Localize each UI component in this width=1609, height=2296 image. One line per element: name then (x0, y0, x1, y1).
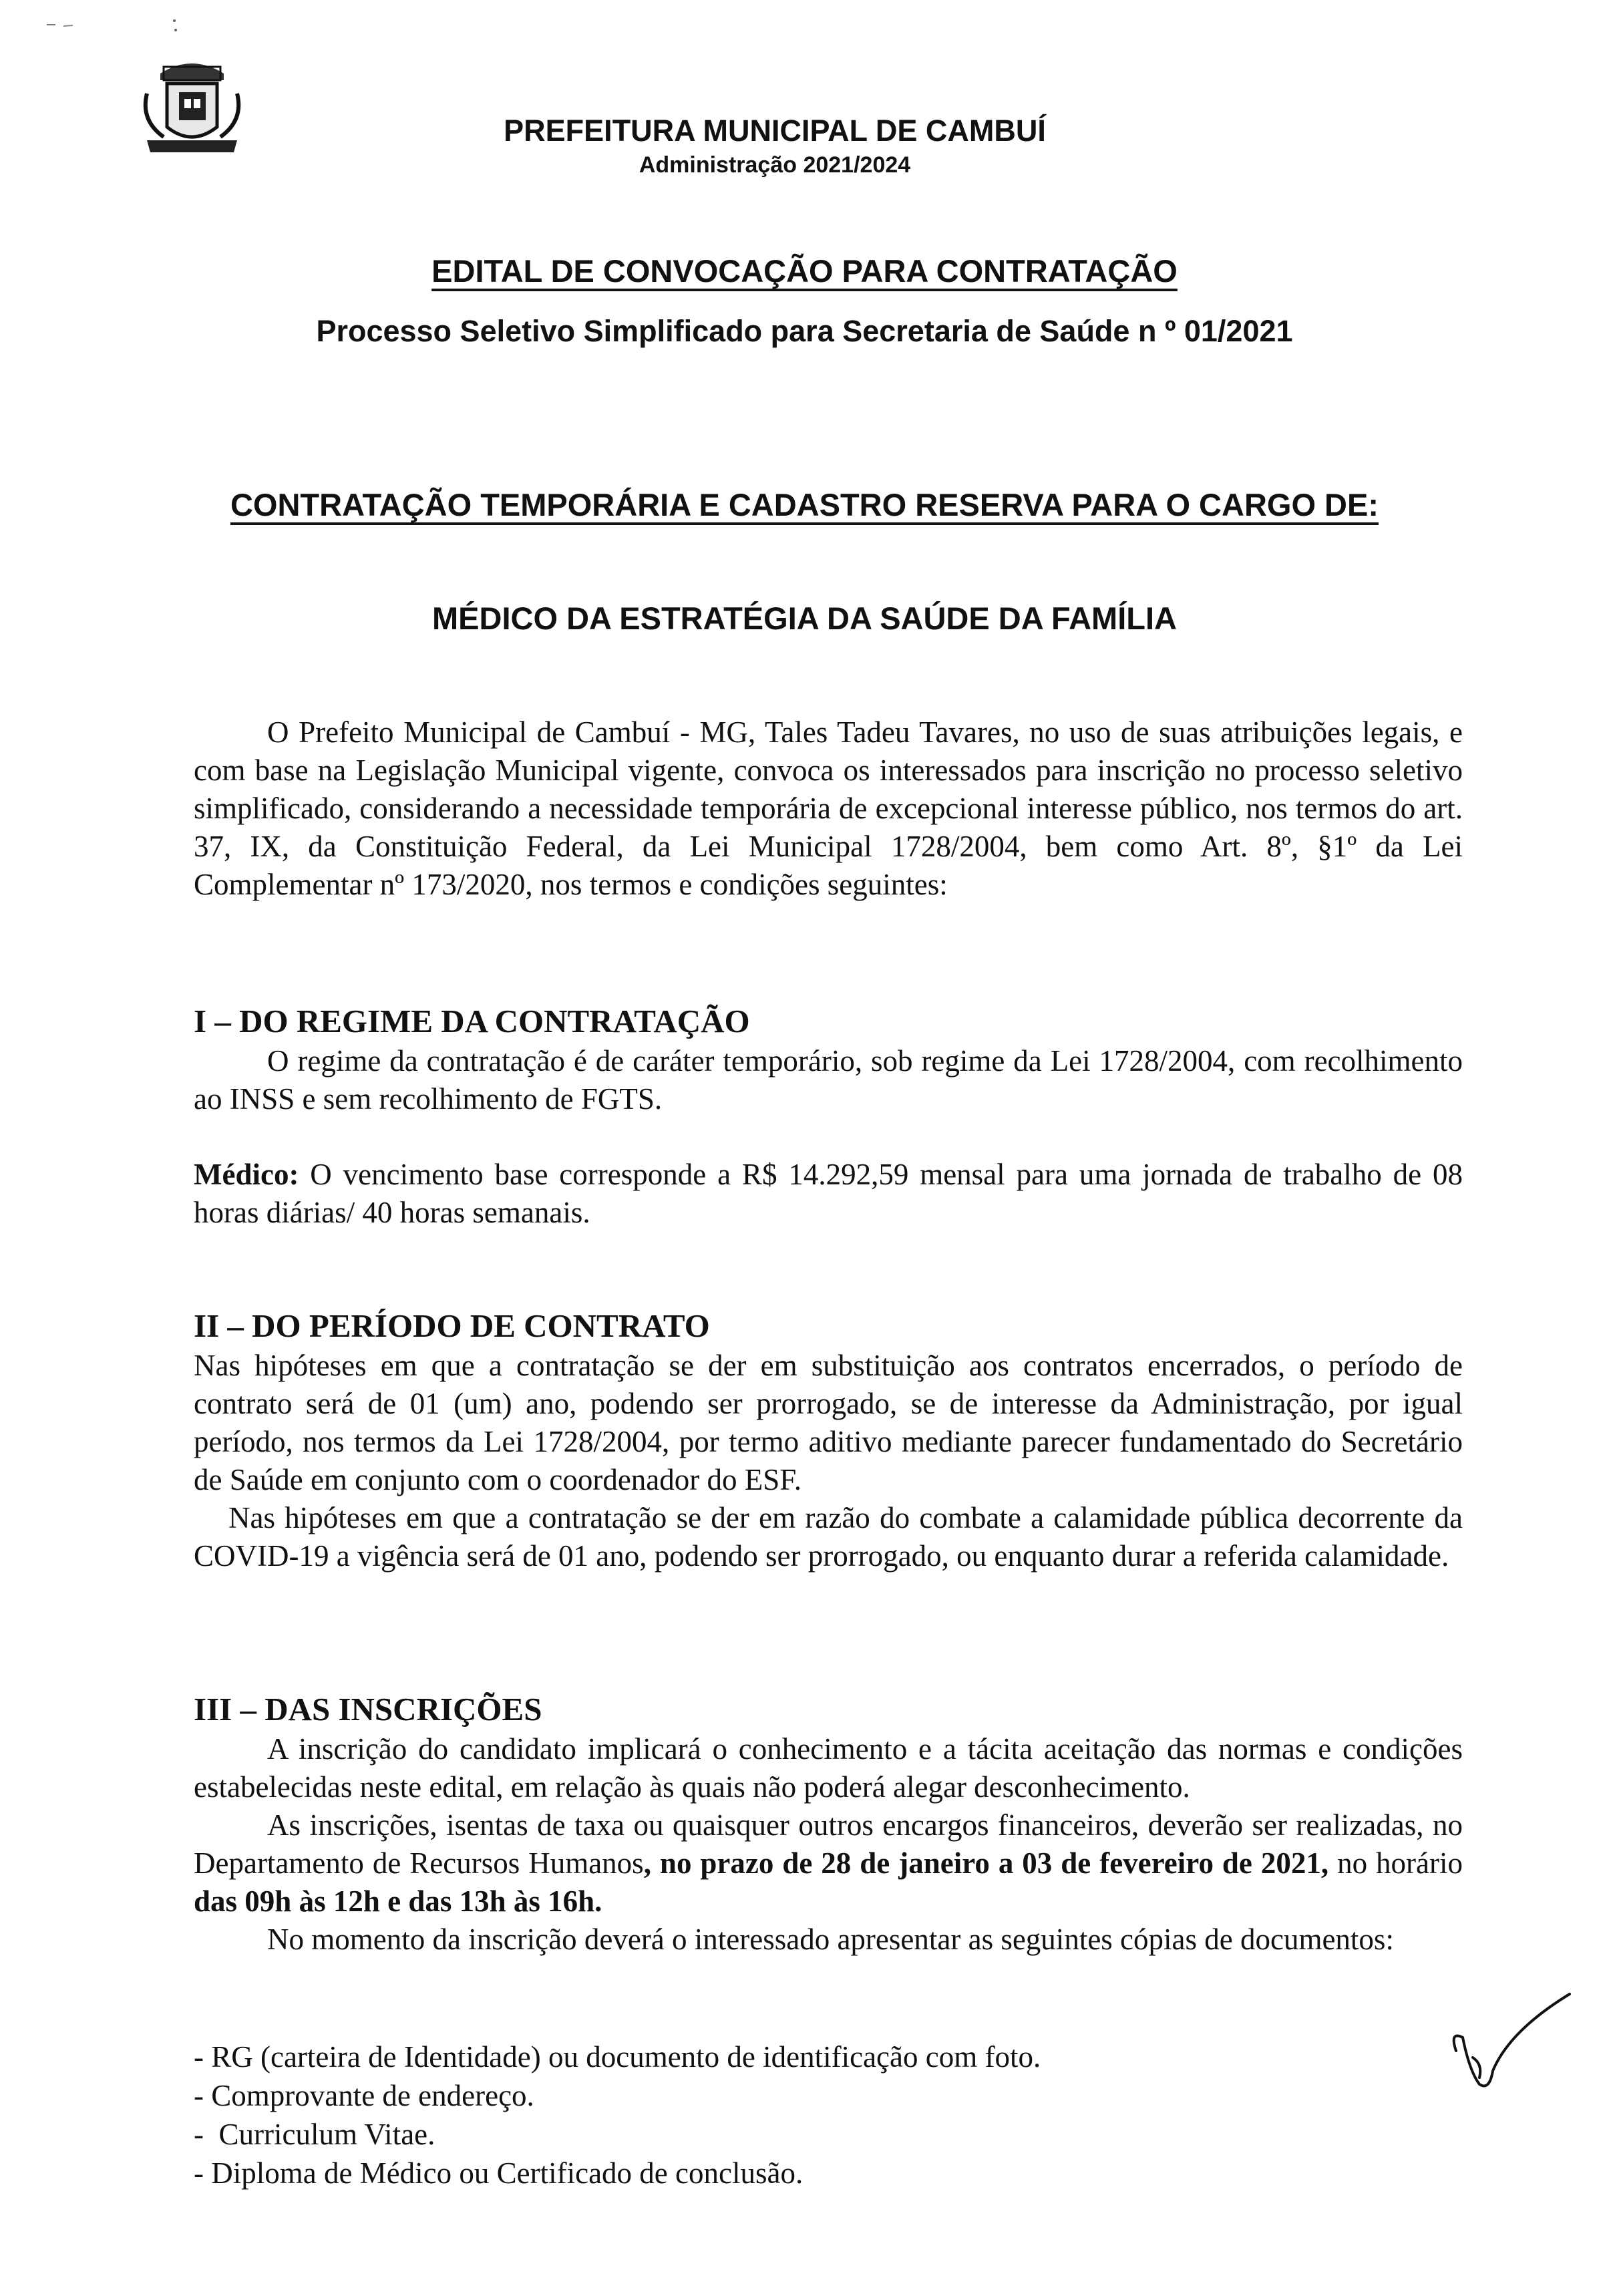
signature-initials-icon (1443, 1991, 1576, 2098)
documents-list (194, 2037, 1041, 2192)
section-3-text-2 (194, 1806, 1463, 1921)
section-2-text-2: Nas hipóteses em que a contratação se der em razão do combate a calamidade pública decorrente da COVID-19 a vigência será de 01 ano, podendo ser prorrogado, ou enquanto durar a referida calamidade. (194, 1501, 1463, 1573)
section-3-body (194, 1730, 1463, 1959)
section-2-text-1: Nas hipóteses em que a contratação se der em substituição aos contratos encerrados, o período de contrato será de 01 (um) ano, podendo ser prorrogado, se de interesse da Administração, por igual período, nos termos da Lei 1728/2004, por termo aditivo mediante parecer fundamentado do Secretário de Saúde em conjunto com o coordenador do ESF. (194, 1349, 1463, 1496)
intro-paragraph (194, 713, 1463, 904)
section-3-text-3: No momento da inscrição deverá o interessado apresentar as seguintes cópias de documentos: (267, 1923, 1394, 1956)
section-3-text-1: A inscrição do candidato implicará o conhecimento e a tácita aceitação das normas e condições estabelecidas neste edital, em relação às quais não poderá alegar desconhecimento. (194, 1732, 1463, 1804)
section-1-heading: I – DO REGIME DA CONTRATAÇÃO (194, 1003, 750, 1039)
administration-period: Administração 2021/2024 (639, 152, 911, 178)
section-1-text: O regime da contratação é de caráter temporário, sob regime da Lei 1728/2004, com recolhimento ao INSS e sem recolhimento de FGTS. (194, 1044, 1463, 1116)
registration-hours-label: no horário (1328, 1846, 1463, 1880)
scan-artifact (43, 17, 190, 37)
section-2-body (194, 1347, 1463, 1575)
salary-text: O vencimento base corresponde a R$ 14.292,59 mensal para uma jornada de trabalho de 08 horas diárias/ 40 horas semanais. (194, 1158, 1463, 1229)
list-item: - RG (carteira de Identidade) ou documento de identificação com foto. (194, 2040, 1041, 2074)
salary-label: Médico: (194, 1158, 299, 1191)
section-title: CONTRATAÇÃO TEMPORÁRIA E CADASTRO RESERVA PARA O CARGO DE: (230, 487, 1379, 522)
section-1-body (194, 1042, 1463, 1118)
municipal-crest-icon (134, 53, 250, 160)
edital-title: EDITAL DE CONVOCAÇÃO PARA CONTRATAÇÃO (431, 253, 1178, 289)
salary-paragraph (194, 1156, 1463, 1232)
intro-text: O Prefeito Municipal de Cambuí - MG, Tales Tadeu Tavares, no uso de suas atribuições legais, e com base na Legislação Municipal vigente, convoca os interessados para inscrição no processo seletivo simplificado, considerando a necessidade temporária de excepcional interesse público, nos termos do art. 37, IX, da Constituição Federal, da Lei Municipal 1728/2004, bem como Art. 8º, §1º da Lei Complementar nº 173/2020, nos termos e condições seguintes: (194, 715, 1463, 901)
list-item: - Curriculum Vitae. (194, 2118, 435, 2151)
registration-text: As inscrições, isentas de taxa ou quaisquer outros encargos financeiros, deverão ser realizadas, no Departamento de Recursos Humanos (194, 1808, 1463, 1880)
registration-period: , no prazo de 28 de janeiro a 03 de fevereiro de 2021, (643, 1846, 1329, 1880)
section-2-heading: II – DO PERÍODO DE CONTRATO (194, 1307, 710, 1344)
section-3-heading: III – DAS INSCRIÇÕES (194, 1691, 542, 1728)
list-item: - Diploma de Médico ou Certificado de conclusão. (194, 2156, 803, 2190)
org-name: PREFEITURA MUNICIPAL DE CAMBUÍ (504, 114, 1046, 148)
process-title: Processo Seletivo Simplificado para Secretaria de Saúde n º 01/2021 (316, 314, 1293, 348)
registration-hours: das 09h às 12h e das 13h às 16h. (194, 1884, 602, 1918)
role-title: MÉDICO DA ESTRATÉGIA DA SAÚDE DA FAMÍLIA (432, 601, 1177, 636)
list-item: - Comprovante de endereço. (194, 2079, 534, 2112)
